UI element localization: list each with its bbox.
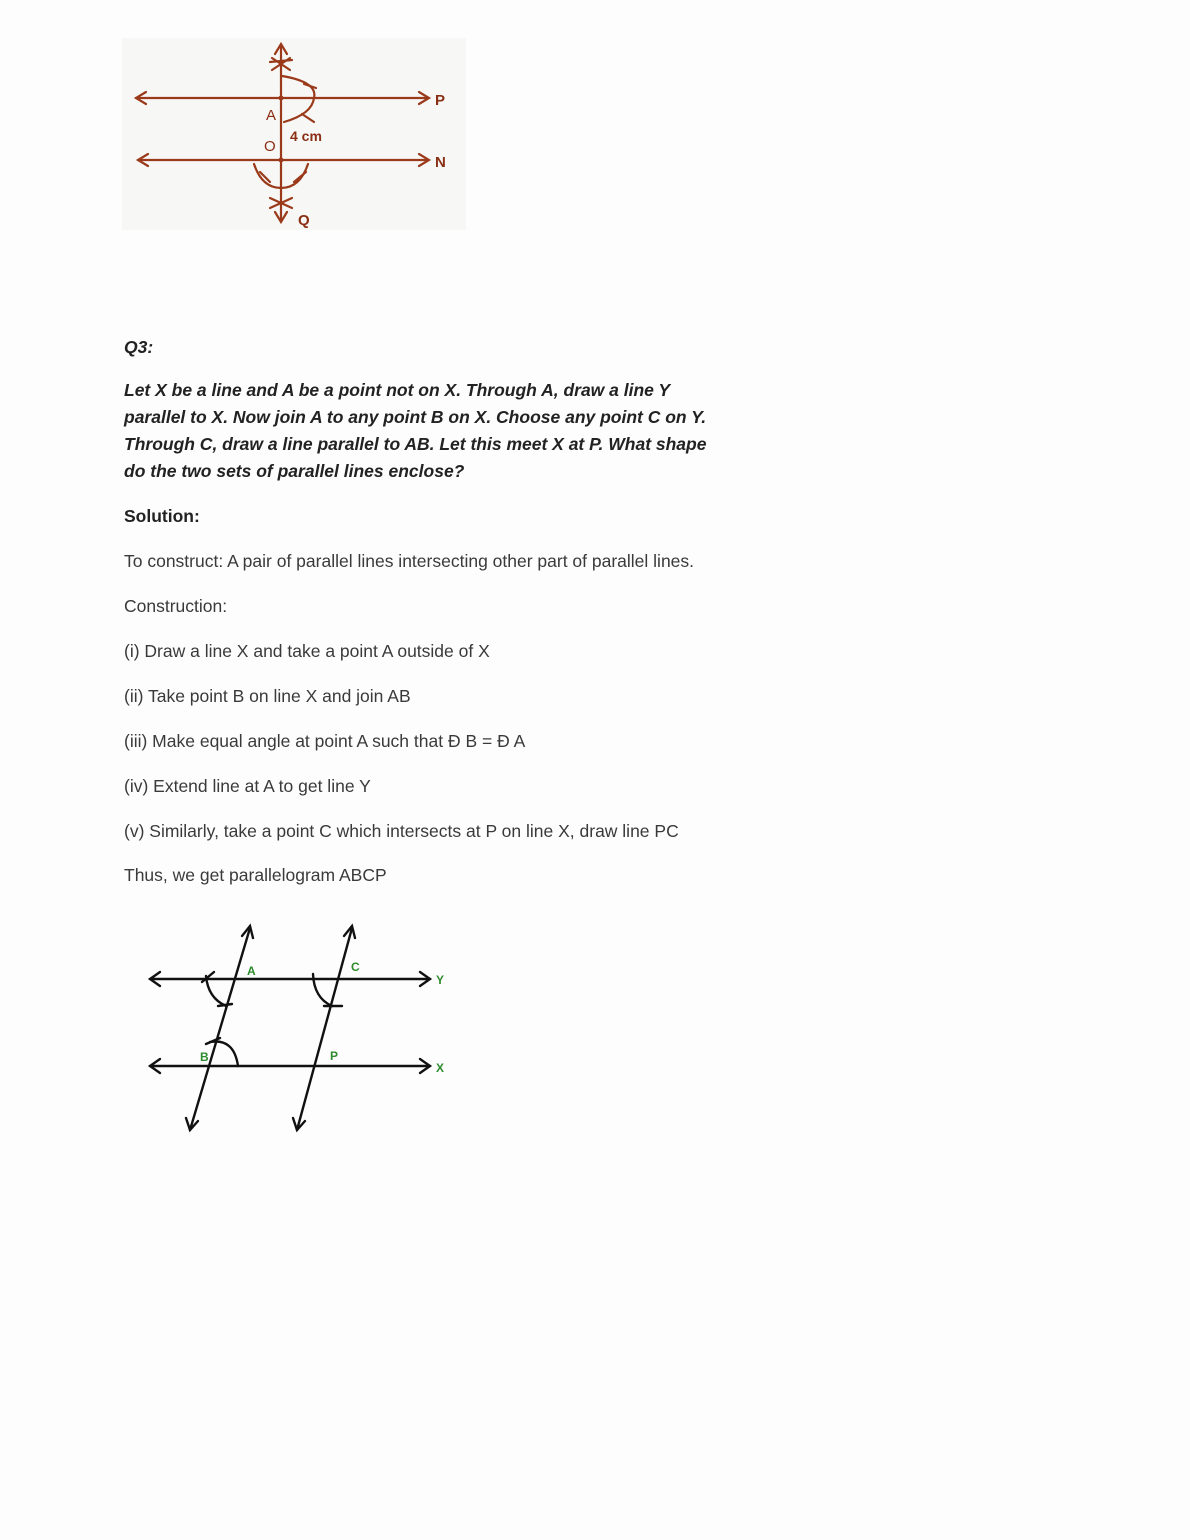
construction-step-1: (i) Draw a line X and take a point A outside of X: [124, 641, 490, 661]
construction-figure-parallel-lines-pn: [122, 38, 466, 230]
question-line: parallel to X. Now join A to any point B on X. Choose any point C on Y.: [124, 407, 707, 427]
label-p: P: [435, 92, 446, 109]
label-n: N: [435, 154, 446, 171]
label-q: Q: [298, 212, 310, 229]
question-line: Through C, draw a line parallel to AB. Let this meet X at P. What shape: [124, 434, 707, 454]
construction-step-4: (iv) Extend line at A to get line Y: [124, 776, 371, 796]
label-distance: 4 cm: [290, 128, 322, 144]
question-line: do the two sets of parallel lines enclose?: [124, 461, 465, 481]
label-c: C: [351, 960, 360, 974]
solution-heading: Solution:: [124, 506, 200, 526]
label-a: A: [266, 107, 277, 124]
label-a: A: [247, 964, 256, 978]
conclusion-text: Thus, we get parallelogram ABCP: [124, 865, 387, 885]
construction-step-5: (v) Similarly, take a point C which intersects at P on line X, draw line PC: [124, 821, 679, 841]
construction-step-3: (iii) Make equal angle at point A such that Ð B = Ð A: [124, 731, 526, 751]
construction-step-2: (ii) Take point B on line X and join AB: [124, 686, 411, 706]
label-p: P: [330, 1049, 339, 1063]
question-number: Q3:: [124, 337, 154, 357]
parallelogram-figure-abcp: [130, 910, 460, 1140]
label-y: Y: [436, 973, 445, 987]
label-b: B: [200, 1050, 209, 1064]
construction-heading: Construction:: [124, 596, 228, 616]
to-construct-text: To construct: A pair of parallel lines intersecting other part of parallel lines.: [124, 551, 695, 571]
parallelogram-diagram: [130, 910, 460, 1140]
label-x: X: [436, 1061, 445, 1075]
label-o: O: [264, 138, 276, 155]
question-line: Let X be a line and A be a point not on X. Through A, draw a line Y: [124, 380, 671, 400]
question-text: [124, 377, 744, 485]
parallel-lines-diagram: [122, 38, 466, 230]
